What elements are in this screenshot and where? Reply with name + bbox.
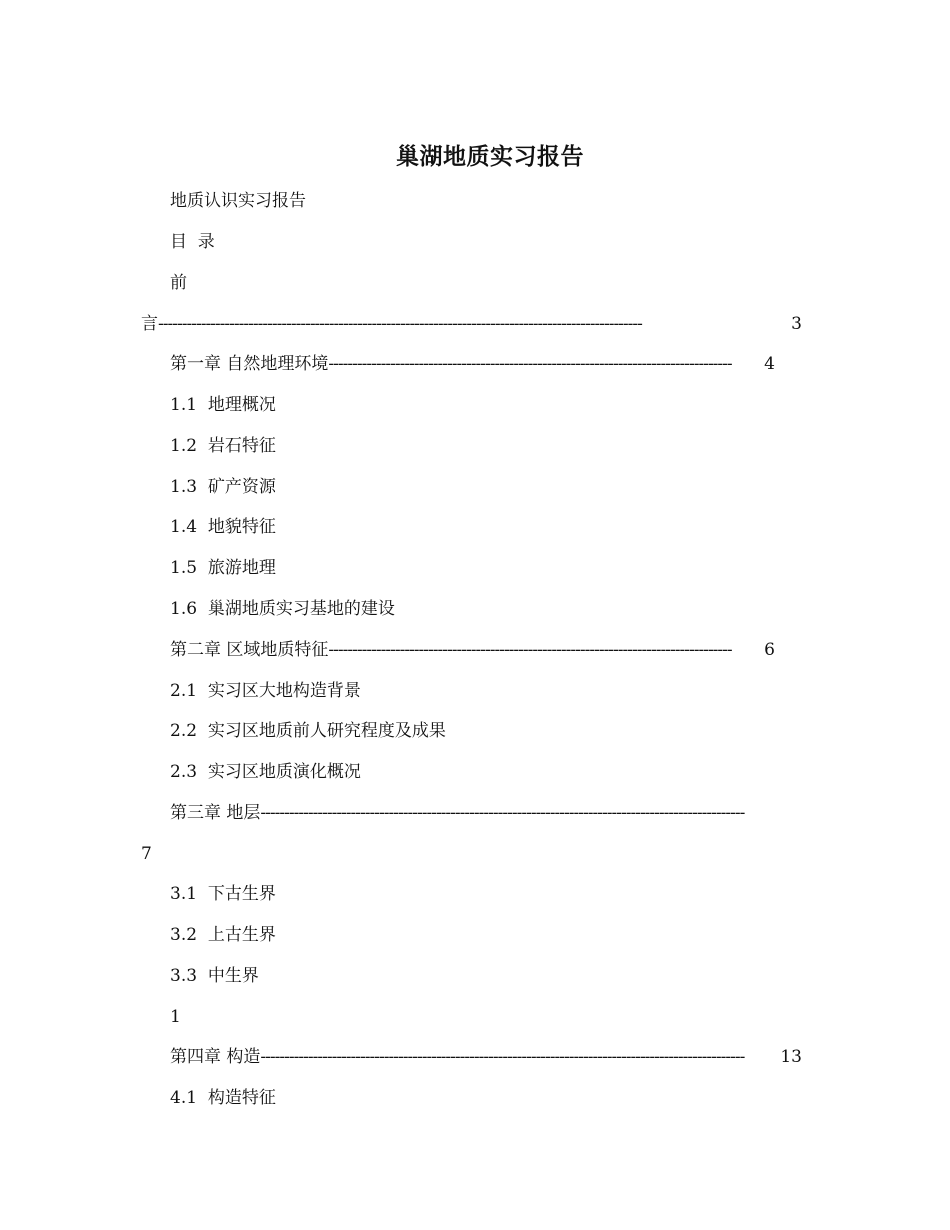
toc-leader: ------------------------------------------------------------------------------------------------------ bbox=[260, 1047, 745, 1067]
toc-leader: ------------------------------------------------------------------------------------- bbox=[328, 640, 732, 660]
toc-chapter-label: 第二章 区域地质特征 bbox=[170, 640, 329, 660]
document-title: 巢湖地质实习报告 bbox=[396, 143, 584, 170]
toc-heading: 目 录 bbox=[170, 232, 215, 252]
toc-leader: ------------------------------------------------------------------------------------------------------ bbox=[158, 314, 642, 334]
toc-section-1-1[interactable]: 1.1 地理概况 bbox=[170, 395, 276, 415]
toc-entry-chapter-4[interactable] bbox=[170, 1045, 802, 1069]
toc-chapter-label: 第一章 自然地理环境 bbox=[170, 354, 329, 374]
toc-entry-preface[interactable] bbox=[141, 312, 802, 336]
toc-entry-chapter-1[interactable] bbox=[170, 352, 775, 376]
toc-section-1-4[interactable]: 1.4 地貌特征 bbox=[170, 517, 276, 537]
toc-page-number: 3 bbox=[791, 314, 802, 334]
toc-section-1-6[interactable]: 1.6 巢湖地质实习基地的建设 bbox=[170, 599, 395, 619]
toc-leader: ------------------------------------------------------------------------------------------------------ bbox=[260, 803, 745, 823]
toc-section-3-1[interactable]: 3.1 下古生界 bbox=[170, 884, 276, 904]
toc-section-3-2[interactable]: 3.2 上古生界 bbox=[170, 925, 276, 945]
toc-page-number: 13 bbox=[780, 1047, 802, 1067]
toc-section-2-3[interactable]: 2.3 实习区地质演化概况 bbox=[170, 762, 361, 782]
toc-preface-label-line2: 言 bbox=[141, 314, 158, 334]
toc-section-1-2[interactable]: 1.2 岩石特征 bbox=[170, 436, 276, 456]
toc-chapter-label: 第三章 地层 bbox=[170, 803, 261, 823]
page-number: 1 bbox=[170, 1007, 181, 1027]
toc-section-3-3[interactable]: 3.3 中生界 bbox=[170, 966, 259, 986]
toc-entry-chapter-3[interactable] bbox=[170, 801, 795, 825]
toc-leader: ------------------------------------------------------------------------------------- bbox=[328, 354, 732, 374]
toc-section-1-5[interactable]: 1.5 旅游地理 bbox=[170, 558, 276, 578]
toc-section-2-1[interactable]: 2.1 实习区大地构造背景 bbox=[170, 681, 361, 701]
toc-section-2-2[interactable]: 2.2 实习区地质前人研究程度及成果 bbox=[170, 721, 446, 741]
toc-preface-label-line1: 前 bbox=[170, 273, 187, 293]
toc-page-number: 4 bbox=[764, 354, 775, 374]
report-subtitle: 地质认识实习报告 bbox=[170, 191, 306, 211]
toc-section-4-1[interactable]: 4.1 构造特征 bbox=[170, 1088, 276, 1108]
toc-chapter-label: 第四章 构造 bbox=[170, 1047, 261, 1067]
toc-page-number: 6 bbox=[764, 640, 775, 660]
toc-page-number-chapter-3: 7 bbox=[141, 844, 152, 864]
toc-entry-chapter-2[interactable] bbox=[170, 638, 775, 662]
toc-section-1-3[interactable]: 1.3 矿产资源 bbox=[170, 477, 276, 497]
